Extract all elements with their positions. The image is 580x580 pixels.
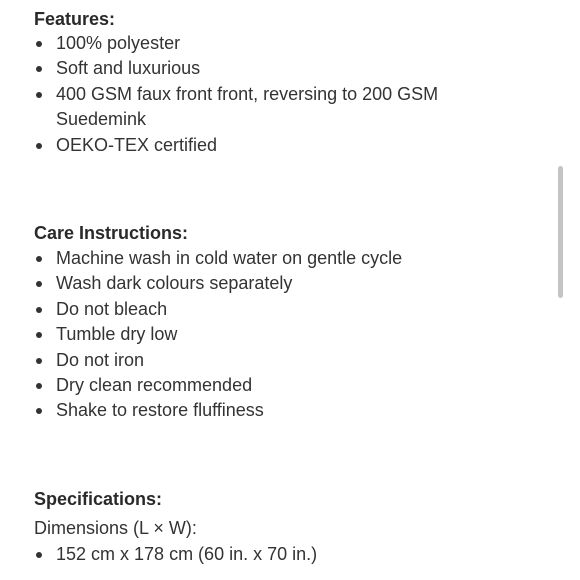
list-item <box>34 297 474 322</box>
list-item-text: Tumble dry low <box>56 324 178 345</box>
list-item <box>34 246 474 271</box>
list-item-text: Soft and luxurious <box>56 58 201 79</box>
list-item-text: 100% polyester <box>56 33 181 53</box>
bullet-icon <box>36 552 42 558</box>
bullet-icon <box>36 92 42 98</box>
bullet-icon <box>36 256 42 262</box>
bullet-icon <box>36 66 42 72</box>
list-item <box>34 348 474 373</box>
bullet-icon <box>36 358 42 364</box>
features-heading: Features: <box>34 9 116 29</box>
list-item-text: 152 cm x 178 cm (60 in. x 70 in.) <box>56 544 318 564</box>
list-item-text: OEKO-TEX certified <box>56 134 218 155</box>
list-item <box>34 56 474 81</box>
list-item <box>34 322 474 347</box>
list-item <box>34 133 474 158</box>
bullet-icon <box>36 41 42 47</box>
list-item-text: Do not iron <box>56 349 145 370</box>
scrollbar-thumb[interactable] <box>558 166 563 298</box>
list-item-text: Wash dark colours separately <box>56 273 293 294</box>
specifications-heading: Specifications: <box>34 489 163 509</box>
list-item <box>34 542 474 567</box>
care-instructions-list <box>34 246 474 424</box>
dimensions-label: Dimensions (L × W): <box>34 518 197 538</box>
list-item-text: Do not bleach <box>56 298 168 319</box>
care-instructions-heading: Care Instructions: <box>34 223 189 243</box>
bullet-icon <box>36 383 42 389</box>
list-item-text: 400 GSM faux front front, reversing to 200 GSM Suedemink <box>56 83 439 130</box>
bullet-icon <box>36 281 42 287</box>
bullet-icon <box>36 307 42 313</box>
list-item-text: Shake to restore fluffiness <box>56 400 264 421</box>
list-item-text: Dry clean recommended <box>56 375 253 396</box>
list-item-text: Machine wash in cold water on gentle cycle <box>56 248 403 268</box>
bullet-icon <box>36 408 42 414</box>
features-list <box>34 31 474 158</box>
list-item <box>34 373 474 398</box>
list-item <box>34 82 474 133</box>
list-item <box>34 398 474 423</box>
list-item <box>34 271 474 296</box>
list-item <box>34 31 474 56</box>
specifications-list <box>34 542 474 567</box>
bullet-icon <box>36 332 42 338</box>
bullet-icon <box>36 143 42 149</box>
